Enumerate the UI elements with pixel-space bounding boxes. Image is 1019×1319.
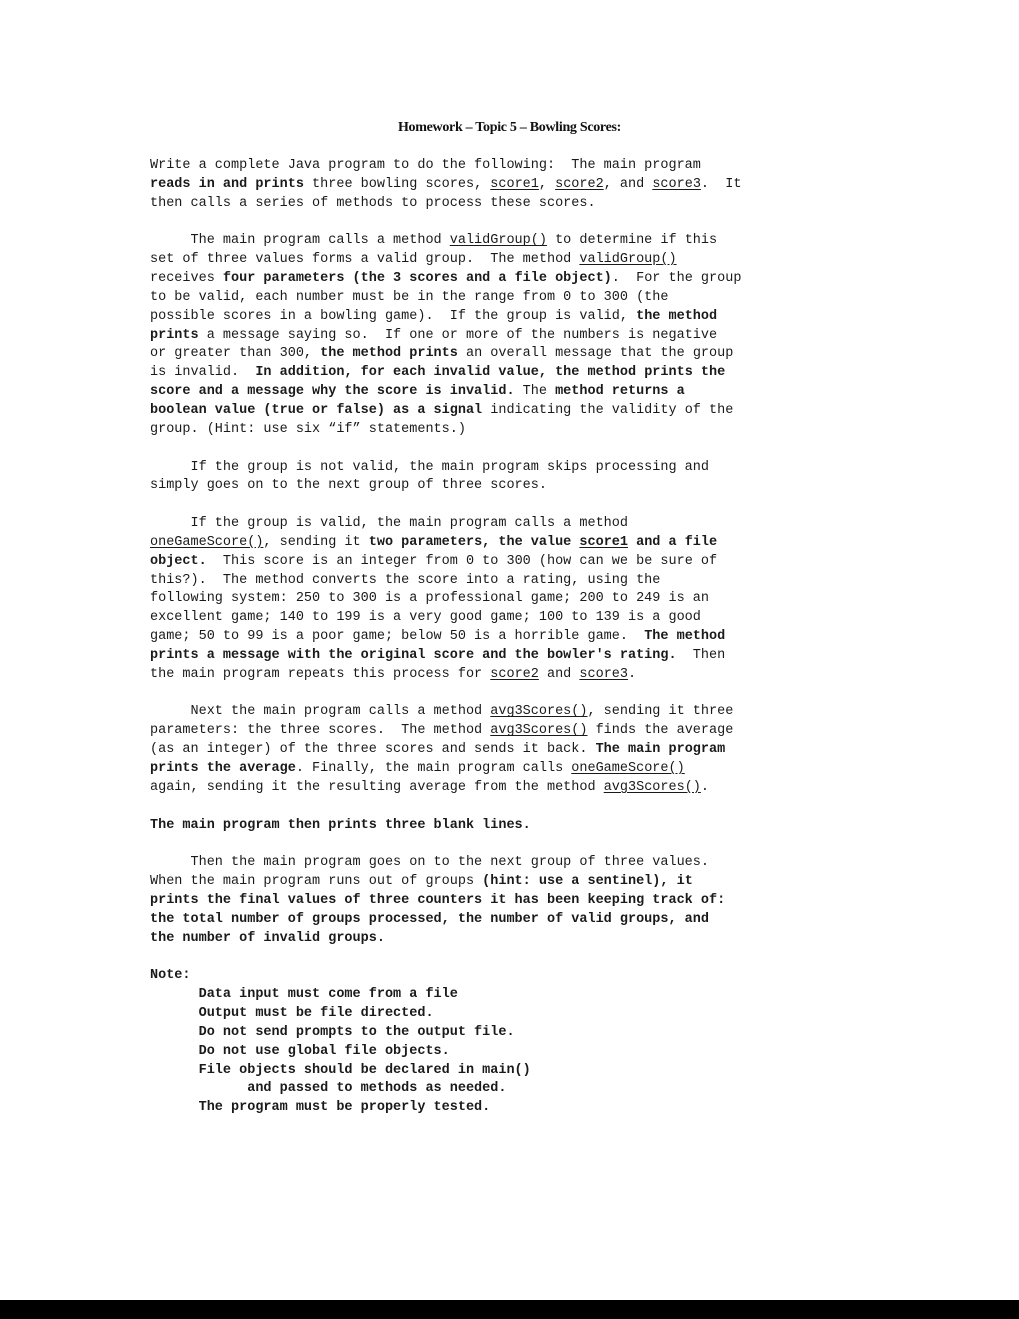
text-line [150, 421, 880, 440]
text-run: or greater than 300, [150, 346, 321, 362]
text-run: , sending it [263, 534, 369, 550]
assignment-body [150, 157, 880, 1118]
text-run: Data input must come from a file [150, 987, 458, 1003]
text-run: Then the main program goes on to the next group of three values. [150, 855, 709, 871]
text-run: score1 [579, 534, 628, 550]
text-run: and passed to methods as needed. [150, 1081, 507, 1097]
text-line [150, 967, 880, 986]
text-line [150, 835, 880, 854]
text-run: The [514, 384, 556, 400]
text-run: . [700, 779, 710, 795]
text-run: Note: [150, 968, 191, 984]
text-run: avg3Scores() [490, 723, 588, 739]
text-run: , sending it three [587, 704, 734, 720]
text-line [150, 1024, 880, 1043]
text-run: . It [700, 176, 742, 192]
text-run: score and a message why the score is invalid. [150, 384, 515, 400]
text-run: to determine if this [546, 233, 718, 249]
text-run: boolean value (true or false) as a signal [150, 402, 483, 418]
text-run: the method prints [320, 346, 458, 362]
text-run: avg3Scores() [603, 779, 701, 795]
text-run: excellent game; 140 to 199 is a very good game; 100 to 139 is a good [150, 610, 701, 626]
text-run: oneGameScore() [150, 534, 264, 550]
text-run: avg3Scores() [490, 704, 588, 720]
text-line [150, 364, 880, 383]
text-run: the total number of groups processed, the number of valid groups, and [150, 911, 709, 927]
text-line [150, 572, 880, 591]
text-run: is invalid. [150, 365, 256, 381]
text-run: following system: 250 to 300 is a professional game; 200 to 249 is an [150, 591, 709, 607]
text-line [150, 892, 880, 911]
text-run: simply goes on to the next group of three scores. [150, 478, 547, 494]
text-line [150, 986, 880, 1005]
text-line [150, 440, 880, 459]
text-line [150, 496, 880, 515]
text-run: Then [676, 647, 726, 663]
text-line [150, 402, 880, 421]
text-line [150, 930, 880, 949]
text-line [150, 779, 880, 798]
text-run: . [628, 666, 637, 682]
text-run: score2 [490, 666, 539, 682]
text-line [150, 948, 880, 967]
text-line [150, 195, 880, 214]
text-run: Output must be file directed. [150, 1005, 434, 1021]
text-run: This score is an integer from 0 to 300 (how can we be sure of [206, 553, 718, 569]
text-run: The program must be properly tested. [150, 1100, 491, 1116]
text-run: When the main program runs out of groups [150, 874, 483, 890]
text-line [150, 534, 880, 553]
text-run: this?). The method converts the score into a rating, using the [150, 572, 661, 588]
text-run: Do not send prompts to the output file. [150, 1024, 515, 1040]
text-run: prints the average [150, 761, 296, 776]
text-run: The main program [595, 742, 726, 758]
text-run: three bowling scores, [303, 176, 491, 192]
text-run: Next the main program calls a method [150, 704, 491, 720]
text-line [150, 1099, 880, 1118]
text-line [150, 270, 880, 289]
viewer-bottom-bar [0, 1300, 1019, 1319]
text-line [150, 760, 880, 779]
document-title: Homework – Topic 5 – Bowling Scores: [397, 120, 622, 135]
text-run: Do not use global file objects. [150, 1043, 450, 1059]
text-run: prints a message with the original score and the bowler's rating. [150, 647, 677, 663]
text-run: . Finally, the main program calls [295, 761, 572, 776]
text-line [150, 459, 880, 478]
text-run: the method [636, 308, 718, 324]
text-line [150, 383, 880, 402]
text-line [150, 609, 880, 628]
text-run: reads in and prints [150, 176, 304, 192]
text-run: group. (Hint: use six “if” statements.) [150, 421, 466, 437]
text-line [150, 515, 880, 534]
text-run: validGroup() [449, 233, 547, 249]
text-run: four parameters (the 3 scores and a file object) [222, 271, 612, 287]
text-line [150, 1080, 880, 1099]
text-line [150, 1005, 880, 1024]
text-line [150, 477, 880, 496]
text-run: score1 [490, 176, 539, 192]
text-line [150, 911, 880, 930]
text-line [150, 647, 880, 666]
text-run: . For the group [611, 271, 742, 287]
text-run: again, sending it the resulting average from the method [150, 779, 604, 795]
text-run: the number of invalid groups. [150, 930, 385, 946]
text-run: oneGameScore() [571, 761, 685, 776]
text-run: to be valid, each number must be in the range from 0 to 300 (the [150, 289, 669, 305]
text-line [150, 553, 880, 572]
text-line [150, 345, 880, 364]
text-run: possible scores in a bowling game). If the group is valid, [150, 308, 637, 324]
text-run: The main program calls a method [150, 233, 450, 249]
text-line [150, 1043, 880, 1062]
text-line [150, 722, 880, 741]
text-line [150, 798, 880, 817]
text-line [150, 157, 880, 176]
text-line [150, 873, 880, 892]
text-run: score3 [579, 666, 628, 682]
text-run: and [538, 666, 580, 682]
text-run: object. [150, 553, 207, 569]
text-line [150, 327, 880, 346]
text-line [150, 308, 880, 327]
text-line [150, 666, 880, 685]
text-line [150, 817, 880, 836]
text-run: the main program repeats this process for [150, 666, 491, 682]
text-run: prints the final values of three counters it has been keeping track of: [150, 892, 726, 908]
text-run: , and [603, 176, 653, 192]
text-run: indicating the validity of the [482, 402, 734, 418]
text-run: If the group is valid, the main program calls a method [150, 516, 628, 532]
text-line [150, 685, 880, 704]
text-run: game; 50 to 99 is a poor game; below 50 is a horrible game. [150, 629, 645, 645]
text-line [150, 590, 880, 609]
text-run: method returns a [555, 384, 685, 400]
text-line [150, 232, 880, 251]
text-run: Write a complete Java program to do the following: The main program [150, 158, 701, 173]
text-line [150, 289, 880, 308]
text-run: score3 [652, 176, 701, 192]
text-run: finds the average [587, 723, 734, 739]
text-run: The method [644, 629, 726, 645]
text-line [150, 1062, 880, 1081]
text-line [150, 854, 880, 873]
text-line [150, 703, 880, 722]
text-run: score2 [555, 176, 604, 192]
text-line [150, 214, 880, 233]
text-run: , [538, 176, 556, 192]
text-run: parameters: the three scores. The method [150, 723, 491, 739]
text-run: set of three values forms a valid group. The method [150, 252, 580, 268]
text-run: validGroup() [579, 252, 677, 268]
text-run: receives [150, 271, 223, 287]
text-line [150, 176, 880, 195]
text-run: If the group is not valid, the main program skips processing and [150, 459, 709, 475]
text-run: and a file [628, 534, 718, 550]
text-run: a message saying so. If one or more of the numbers is negative [198, 327, 718, 343]
text-run: then calls a series of methods to process these scores. [150, 195, 596, 211]
text-line [150, 741, 880, 760]
text-run: File objects should be declared in main() [150, 1062, 531, 1078]
text-line [150, 251, 880, 270]
text-run: two parameters, the value [368, 534, 580, 550]
text-run: The main program then prints three blank lines. [150, 817, 531, 833]
text-run: (hint: use a sentinel), it [482, 874, 693, 890]
text-line [150, 628, 880, 647]
text-run: In addition, for each invalid value, the method prints the [255, 365, 726, 381]
text-run: an overall message that the group [457, 346, 734, 362]
text-run: prints [150, 327, 199, 343]
text-run: (as an integer) of the three scores and sends it back. [150, 742, 596, 758]
